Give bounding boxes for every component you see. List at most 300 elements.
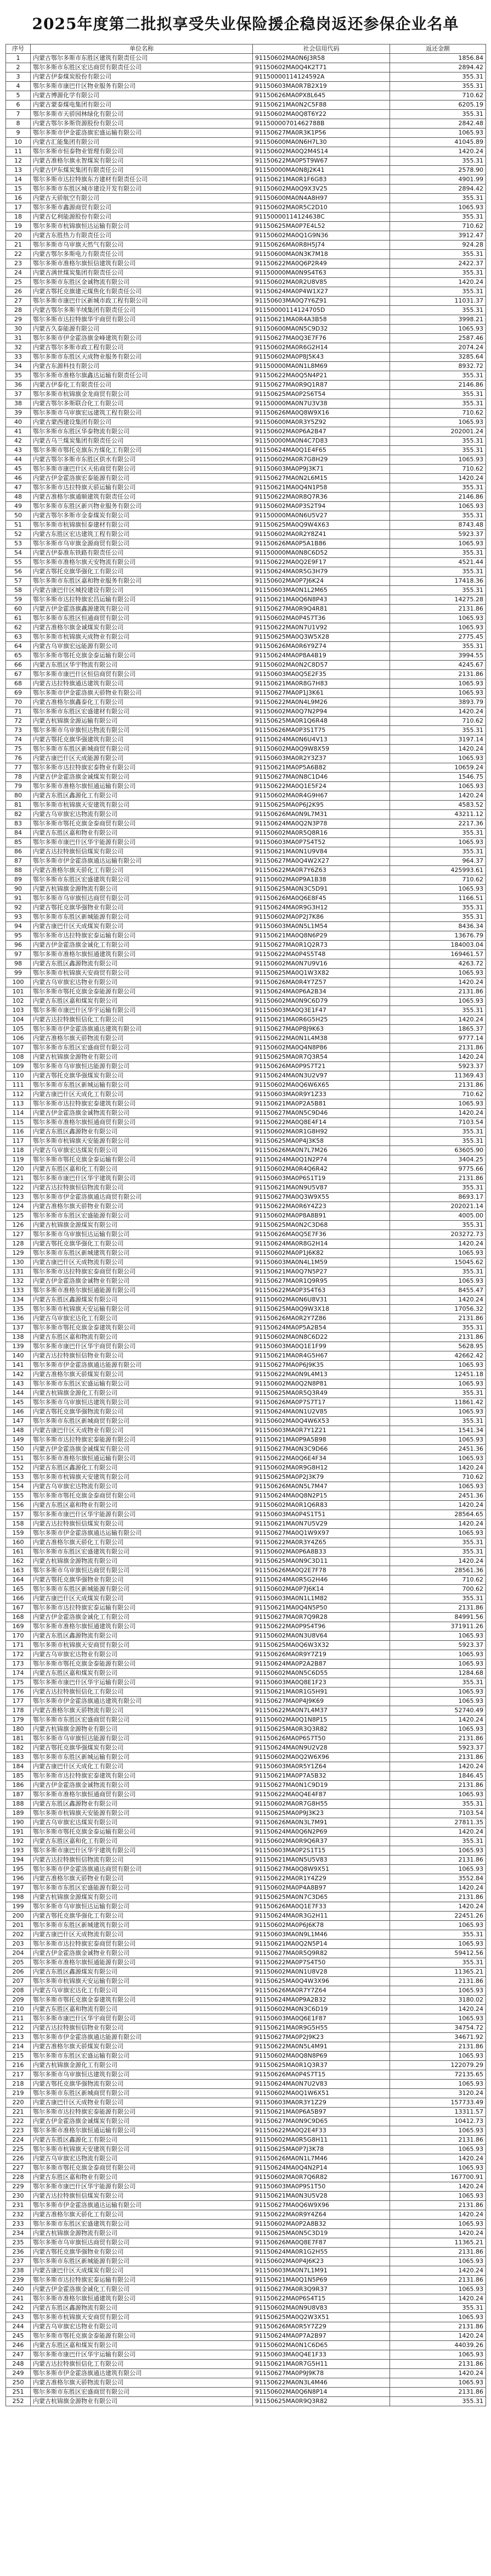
row-index: 98 xyxy=(6,959,31,969)
table-row xyxy=(6,1884,486,1893)
refund-amount: 1420.24 xyxy=(390,1828,486,1837)
row-index: 22 xyxy=(6,250,31,259)
refund-amount: 2131.86 xyxy=(390,1781,486,1790)
credit-code: 91150624MA0R5G3H79 xyxy=(253,567,390,577)
refund-amount: 3994.55 xyxy=(390,651,486,661)
company-name: 内蒙古达拉特旗恒信物业有限公司 xyxy=(31,2024,253,2033)
refund-amount: 11365.21 xyxy=(390,2238,486,2248)
table-row xyxy=(6,1361,486,1370)
row-index: 20 xyxy=(6,231,31,241)
row-index: 64 xyxy=(6,642,31,651)
table-row xyxy=(6,250,486,259)
row-index: 18 xyxy=(6,213,31,222)
row-index: 91 xyxy=(6,894,31,903)
table-row xyxy=(6,1081,486,1090)
refund-amount: 2131.86 xyxy=(390,2360,486,2369)
company-name: 鄂尔多斯市东胜区新兴物业服务有限公司 xyxy=(31,502,253,511)
company-name: 鄂尔多斯市东胜区华泰物流有限公司 xyxy=(31,427,253,437)
refund-amount: 1065.93 xyxy=(390,2145,486,2154)
row-index: 56 xyxy=(6,567,31,577)
table-row xyxy=(6,1529,486,1538)
refund-amount: 355.31 xyxy=(390,1678,486,1687)
row-index: 72 xyxy=(6,717,31,726)
table-row xyxy=(6,2070,486,2080)
credit-code: 91150627MA0R9Q4R81 xyxy=(253,605,390,614)
credit-code: 91150602MA0Q1N8P15 xyxy=(253,1716,390,1725)
refund-amount: 710.62 xyxy=(390,465,486,474)
row-index: 182 xyxy=(6,1744,31,1753)
credit-code: 91150602MA0Q9X3V25 xyxy=(253,185,390,194)
table-row xyxy=(6,278,486,287)
refund-amount: 2131.86 xyxy=(390,2248,486,2257)
refund-amount: 167700.91 xyxy=(390,2173,486,2182)
table-row xyxy=(6,978,486,987)
credit-code: 91150624MA0P6A2B34 xyxy=(253,987,390,997)
refund-amount: 355.31 xyxy=(390,549,486,558)
row-index: 11 xyxy=(6,147,31,157)
credit-code: 91150603MA0P4S1T51 xyxy=(253,1510,390,1519)
row-index: 132 xyxy=(6,1277,31,1286)
table-row xyxy=(6,1557,486,1566)
company-name: 内蒙古鄂托克旗华强物业有限公司 xyxy=(31,1575,253,1585)
row-index: 229 xyxy=(6,2182,31,2192)
row-index: 32 xyxy=(6,343,31,353)
refund-amount: 710.62 xyxy=(390,222,486,231)
refund-amount: 710.62 xyxy=(390,409,486,418)
table-row xyxy=(6,838,486,847)
credit-code: 91150603MA0Q4E1F33 xyxy=(253,2350,390,2360)
company-name: 内蒙古伊泰化工有限责任公司 xyxy=(31,381,253,390)
credit-code: 91150626MA0R7Y7Z64 xyxy=(253,1986,390,1996)
table-row xyxy=(6,1547,486,1557)
row-index: 90 xyxy=(6,885,31,894)
company-name: 内蒙古准格尔旗天骄化工有限公司 xyxy=(31,2210,253,2220)
row-index: 111 xyxy=(6,1081,31,1090)
company-name: 鄂尔多斯市东胜区宏盛商贸有限公司 xyxy=(31,1043,253,1053)
credit-code: 91150602MA0Q2W6X96 xyxy=(253,1753,390,1762)
refund-amount: 1420.24 xyxy=(390,791,486,801)
refund-amount: 355.31 xyxy=(390,72,486,82)
row-index: 108 xyxy=(6,1053,31,1062)
company-name: 内蒙古乌兰煤炭集团有限责任公司 xyxy=(31,437,253,446)
table-row xyxy=(6,502,486,511)
refund-amount: 355.31 xyxy=(390,1417,486,1426)
company-name: 鄂尔多斯市杭锦旗天安建筑有限公司 xyxy=(31,1473,253,1482)
credit-code: 91150626MA0Q8E7F87 xyxy=(253,2238,390,2248)
credit-code: 91150624MA0N3U2V97 xyxy=(253,1071,390,1081)
row-index: 238 xyxy=(6,2266,31,2276)
row-index: 133 xyxy=(6,1286,31,1295)
credit-code: 91150626MA0N1L7M46 xyxy=(253,2154,390,2164)
row-index: 55 xyxy=(6,558,31,567)
row-index: 121 xyxy=(6,1174,31,1183)
credit-code: 91150621MA0R4G5H67 xyxy=(253,1351,390,1361)
row-index: 200 xyxy=(6,1912,31,1921)
company-name: 内蒙古东胜区嘉和物流有限公司 xyxy=(31,2005,253,2014)
credit-code: 91150626MA0P7S7T17 xyxy=(253,1398,390,1407)
credit-code: 91150603MA0N1L1M82 xyxy=(253,1594,390,1603)
table-row xyxy=(6,185,486,194)
company-name: 内蒙古伊金霍洛旗金诚物业有限公司 xyxy=(31,1277,253,1286)
table-row xyxy=(6,530,486,539)
company-name: 内蒙古杭锦旗金源物流有限公司 xyxy=(31,1557,253,1566)
row-index: 88 xyxy=(6,866,31,875)
refund-amount: 710.62 xyxy=(390,91,486,100)
row-index: 226 xyxy=(6,2154,31,2164)
refund-amount: 2131.86 xyxy=(390,2322,486,2332)
credit-code: 91150621MA0P7A5B32 xyxy=(253,1772,390,1781)
table-row xyxy=(6,1603,486,1613)
credit-code: 91150602MA0P7J6K14 xyxy=(253,1585,390,1594)
row-index: 154 xyxy=(6,1482,31,1491)
company-name: 内蒙古康巴什区天成煤炭有限公司 xyxy=(31,1594,253,1603)
company-name: 内蒙古东胜区鑫源物业有限公司 xyxy=(31,1127,253,1137)
row-index: 69 xyxy=(6,689,31,698)
credit-code: 91150603MA0Q7Y6Z91 xyxy=(253,297,390,306)
table-row xyxy=(6,1445,486,1454)
refund-amount: 1420.24 xyxy=(390,1295,486,1305)
row-index: 187 xyxy=(6,1790,31,1800)
company-name: 鄂尔多斯市杭锦旗天安商贸有限公司 xyxy=(31,1641,253,1650)
row-index: 110 xyxy=(6,1071,31,1081)
refund-amount: 1065.93 xyxy=(390,539,486,549)
table-row xyxy=(6,810,486,819)
credit-code: 91150600MA0R3Y5Z92 xyxy=(253,418,390,427)
table-row xyxy=(6,1417,486,1426)
refund-amount: 1420.24 xyxy=(390,147,486,157)
table-row xyxy=(6,1659,486,1669)
table-row xyxy=(6,689,486,698)
credit-code: 91150624MA0P8A4B19 xyxy=(253,651,390,661)
table-row xyxy=(6,399,486,409)
refund-amount: 355.31 xyxy=(390,1137,486,1146)
row-index: 24 xyxy=(6,269,31,278)
refund-amount: 1065.93 xyxy=(390,1482,486,1491)
refund-amount: 5923.37 xyxy=(390,1062,486,1071)
table-body xyxy=(6,54,486,2406)
table-row xyxy=(6,157,486,166)
table-row xyxy=(6,1155,486,1165)
refund-amount: 1065.93 xyxy=(390,203,486,213)
refund-amount: 355.31 xyxy=(390,913,486,922)
table-row xyxy=(6,362,486,371)
refund-amount: 2131.86 xyxy=(390,1856,486,1865)
refund-amount: 1065.93 xyxy=(390,502,486,511)
row-index: 244 xyxy=(6,2322,31,2332)
refund-amount: 5628.95 xyxy=(390,1342,486,1351)
table-row xyxy=(6,726,486,735)
refund-amount: 1420.24 xyxy=(390,474,486,483)
row-index: 222 xyxy=(6,2117,31,2126)
refund-amount: 2894.42 xyxy=(390,185,486,194)
row-index: 191 xyxy=(6,1828,31,1837)
credit-code: 91150627MA0R1Q2R73 xyxy=(253,941,390,950)
credit-code: 91150602MA0R9Q6R37 xyxy=(253,1837,390,1846)
table-row xyxy=(6,1809,486,1818)
table-row xyxy=(6,735,486,745)
credit-code: 91150624MA0Q6N2P69 xyxy=(253,1828,390,1837)
company-name: 内蒙古准格尔旗永智煤炭有限公司 xyxy=(31,157,253,166)
refund-amount: 1420.24 xyxy=(390,2229,486,2238)
table-row xyxy=(6,1193,486,1202)
row-index: 136 xyxy=(6,1314,31,1323)
table-row xyxy=(6,2005,486,2014)
row-index: 81 xyxy=(6,801,31,810)
company-name: 鄂尔多斯市东胜区宏盛能源有限公司 xyxy=(31,1211,253,1221)
refund-amount: 355.31 xyxy=(390,390,486,399)
credit-code: 91150627MA0N9C9D65 xyxy=(253,2117,390,2126)
company-name: 内蒙古鄂托克旗华强化工有限公司 xyxy=(31,1239,253,1249)
refund-amount: 1420.24 xyxy=(390,1884,486,1893)
company-name: 鄂尔多斯市鄂托克旗金泰建筑有限公司 xyxy=(31,1996,253,2005)
row-index: 218 xyxy=(6,2080,31,2089)
table-row xyxy=(6,427,486,437)
refund-amount: 355.31 xyxy=(390,1930,486,1940)
table-row xyxy=(6,1295,486,1305)
table-row xyxy=(6,2276,486,2285)
table-row xyxy=(6,2089,486,2098)
refund-amount: 2451.36 xyxy=(390,1491,486,1501)
company-name: 鄂尔多斯市康巴什区华宇商贸有限公司 xyxy=(31,2014,253,2024)
company-name: 内蒙古鄂托克旗华强物流有限公司 xyxy=(31,2080,253,2089)
company-name: 鄂尔多斯市达拉特旗东方建材有限责任公司 xyxy=(31,175,253,185)
company-name: 鄂尔多斯市准格尔旗恒通建筑有限公司 xyxy=(31,950,253,959)
row-index: 44 xyxy=(6,455,31,465)
table-row xyxy=(6,1109,486,1118)
refund-amount: 710.62 xyxy=(390,1575,486,1585)
table-row xyxy=(6,614,486,623)
row-index: 164 xyxy=(6,1575,31,1585)
table-row xyxy=(6,717,486,726)
company-name: 内蒙古伊金霍洛旗金诚化工有限公司 xyxy=(31,941,253,950)
company-name: 内蒙古鄂托克旗华强物流有限公司 xyxy=(31,1407,253,1417)
table-row xyxy=(6,642,486,651)
table-row xyxy=(6,1902,486,1912)
row-index: 197 xyxy=(6,1884,31,1893)
credit-code: 91150602MA0P2J7K86 xyxy=(253,913,390,922)
credit-code: 91150622MA0Q1E5F24 xyxy=(253,782,390,791)
row-index: 60 xyxy=(6,605,31,614)
credit-code: 91150621MA0P5A6B82 xyxy=(253,763,390,773)
credit-code: 91150602MA0Q9W8X59 xyxy=(253,745,390,754)
refund-amount: 1420.24 xyxy=(390,1762,486,1772)
row-index: 47 xyxy=(6,483,31,493)
company-name: 鄂尔多斯市东胜区新城运输有限公司 xyxy=(31,1753,253,1762)
refund-amount: 2131.86 xyxy=(390,605,486,614)
refund-amount: 1065.93 xyxy=(390,2192,486,2201)
refund-amount: 2131.86 xyxy=(390,2388,486,2397)
company-name: 鄂尔多斯市鄂托克旗金泰商贸有限公司 xyxy=(31,1491,253,1501)
credit-code: 91150621MA0Q8N6P29 xyxy=(253,931,390,941)
row-index: 35 xyxy=(6,371,31,381)
refund-amount: 1065.93 xyxy=(390,969,486,978)
table-row xyxy=(6,894,486,903)
table-row xyxy=(6,119,486,128)
table-row xyxy=(6,1669,486,1678)
company-name: 内蒙古鄂托克旗华强物业有限公司 xyxy=(31,2248,253,2257)
row-index: 103 xyxy=(6,1006,31,1015)
table-row xyxy=(6,1389,486,1398)
company-name: 鄂尔多斯市东胜区新城能源有限公司 xyxy=(31,2257,253,2266)
row-index: 19 xyxy=(6,222,31,231)
row-index: 227 xyxy=(6,2164,31,2173)
credit-code: 91150625MA0P7J3K78 xyxy=(253,2145,390,2154)
row-index: 203 xyxy=(6,1940,31,1949)
row-index: 166 xyxy=(6,1594,31,1603)
table-row xyxy=(6,493,486,502)
row-index: 149 xyxy=(6,1435,31,1445)
company-name: 鄂尔多斯市准格尔旗鑫达运输有限责任公司 xyxy=(31,371,253,381)
row-index: 208 xyxy=(6,1986,31,1996)
credit-code: 91150603MA0Q6E1F87 xyxy=(253,2014,390,2024)
table-row xyxy=(6,166,486,175)
company-name: 内蒙古达拉特旗恒信物流有限公司 xyxy=(31,1183,253,1193)
credit-code: 91150625MA0Q2W3X51 xyxy=(253,2313,390,2322)
credit-code: 91150621MA0R6G5H25 xyxy=(253,1015,390,1025)
company-name: 内蒙古乌审旗宏达煤炭有限公司 xyxy=(31,1146,253,1155)
refund-amount: 28561.36 xyxy=(390,1566,486,1575)
credit-code: 91150603MA0P9J3K71 xyxy=(253,465,390,474)
credit-code: 91150626MA0R6Y9Z74 xyxy=(253,642,390,651)
table-row xyxy=(6,91,486,100)
company-name: 内蒙古东胜区宏达建筑工程有限公司 xyxy=(31,530,253,539)
company-name: 鄂尔多斯市伊金霍洛旗通达建筑有限公司 xyxy=(31,2369,253,2378)
company-name: 鄂尔多斯市乌审旗恒达商贸有限公司 xyxy=(31,1566,253,1575)
table-row xyxy=(6,1837,486,1846)
credit-code: 91150627MA0P6J9K35 xyxy=(253,1361,390,1370)
credit-code: 91150600MA0N5C9D32 xyxy=(253,325,390,334)
row-index: 41 xyxy=(6,427,31,437)
credit-code: 91150621MA0P6A5B97 xyxy=(253,2108,390,2117)
credit-code: 91150622MA0N7L4M37 xyxy=(253,1706,390,1716)
header-index: 序号 xyxy=(6,44,31,54)
credit-code: 91150622MA0N4L9M26 xyxy=(253,698,390,707)
credit-code: 91150624MA0R1G2H55 xyxy=(253,2248,390,2257)
credit-code: 91150622MA0R3Y4Z65 xyxy=(253,1538,390,1547)
company-name: 鄂尔多斯市杭锦旗天安能源有限公司 xyxy=(31,1137,253,1146)
refund-amount: 1420.24 xyxy=(390,2210,486,2220)
row-index: 40 xyxy=(6,418,31,427)
company-name: 鄂尔多斯市乌审旗恒达能源有限公司 xyxy=(31,1062,253,1071)
table-row xyxy=(6,2229,486,2238)
table-row xyxy=(6,987,486,997)
table-row xyxy=(6,2192,486,2201)
credit-code: 91150603MA0P2S1T15 xyxy=(253,1846,390,1856)
company-name: 内蒙古鄂托克旗华强煤炭有限公司 xyxy=(31,1071,253,1081)
company-name: 鄂尔多斯市鄂托克旗金泰能源有限公司 xyxy=(31,1659,253,1669)
credit-code: 91150602MA0Q6N8P14 xyxy=(253,2388,390,2397)
refund-amount: 355.31 xyxy=(390,1538,486,1547)
credit-code: 91150626MA0Q2E7F78 xyxy=(253,1566,390,1575)
company-name: 鄂尔多斯市乌审旗恒达建筑有限公司 xyxy=(31,1398,253,1407)
company-name: 鄂尔多斯市康巴什区天佑商贸有限公司 xyxy=(31,465,253,474)
table-row xyxy=(6,801,486,810)
credit-code: 91150625MA0R3Q3R82 xyxy=(253,1725,390,1734)
company-name: 鄂尔多斯市东胜区宏盛建筑有限公司 xyxy=(31,2220,253,2229)
row-index: 43 xyxy=(6,446,31,455)
company-name: 鄂尔多斯市东胜区新城商贸有限公司 xyxy=(31,1417,253,1426)
credit-code: 91150625MA0Q3W5X28 xyxy=(253,633,390,642)
credit-code: 91150624MA0R3G2H11 xyxy=(253,1912,390,1921)
refund-amount: 2131.86 xyxy=(390,1734,486,1744)
table-row xyxy=(6,1342,486,1351)
refund-amount: 2146.86 xyxy=(390,381,486,390)
company-name: 鄂尔多斯市鄂托克旗金泰能源有限公司 xyxy=(31,2332,253,2341)
company-name: 鄂尔多斯市乌审旗恒达物流有限公司 xyxy=(31,726,253,735)
company-name: 鄂尔多斯市杭锦旗天安运输有限公司 xyxy=(31,1305,253,1314)
credit-code: 91150622MA0R7Y6Z63 xyxy=(253,866,390,875)
credit-code: 91150626MA0Q1E7F33 xyxy=(253,1902,390,1912)
company-name: 内蒙古伊泰准东铁路有限责任公司 xyxy=(31,549,253,558)
row-index: 152 xyxy=(6,1463,31,1473)
table-row xyxy=(6,1968,486,1977)
table-row xyxy=(6,418,486,427)
row-index: 62 xyxy=(6,623,31,633)
row-index: 167 xyxy=(6,1603,31,1613)
row-index: 46 xyxy=(6,474,31,483)
table-row xyxy=(6,203,486,213)
table-row xyxy=(6,1370,486,1379)
company-name: 鄂尔多斯市东胜区金诚物流有限公司 xyxy=(31,278,253,287)
credit-code: 91150602MA0R1Q6R83 xyxy=(253,1501,390,1510)
row-index: 233 xyxy=(6,2220,31,2229)
credit-code: 91150627MA0R5Q9R82 xyxy=(253,1949,390,1958)
refund-amount: 1420.24 xyxy=(390,1557,486,1566)
row-index: 243 xyxy=(6,2313,31,2322)
table-row xyxy=(6,1333,486,1342)
company-name: 内蒙古东胜区嘉和煤炭有限公司 xyxy=(31,2341,253,2350)
table-row xyxy=(6,1034,486,1043)
refund-amount: 355.31 xyxy=(390,1323,486,1333)
credit-code: 91150602MA0P8A8B91 xyxy=(253,1211,390,1221)
credit-code: 91150622MA0N1L4M38 xyxy=(253,1034,390,1043)
table-row xyxy=(6,2210,486,2220)
table-row xyxy=(6,465,486,474)
refund-amount: 355.31 xyxy=(390,726,486,735)
refund-amount: 1065.93 xyxy=(390,997,486,1006)
refund-amount: 1065.93 xyxy=(390,754,486,763)
table-row xyxy=(6,128,486,138)
credit-code: 91150625MA0P9J3K23 xyxy=(253,1809,390,1818)
refund-amount: 8436.34 xyxy=(390,922,486,931)
refund-amount: 1065.93 xyxy=(390,1529,486,1538)
row-index: 204 xyxy=(6,1949,31,1958)
company-name: 内蒙古鄂尔多斯市金泰煤炭有限公司 xyxy=(31,511,253,521)
refund-amount: 1284.68 xyxy=(390,1669,486,1678)
table-row xyxy=(6,2126,486,2136)
row-index: 1 xyxy=(6,54,31,63)
table-row xyxy=(6,1146,486,1155)
refund-amount: 355.31 xyxy=(390,250,486,259)
table-row xyxy=(6,455,486,465)
credit-code: 91150602MA0Q1W6X51 xyxy=(253,2089,390,2098)
refund-amount: 1065.93 xyxy=(390,2285,486,2294)
row-index: 87 xyxy=(6,857,31,866)
credit-code: 91150627MA0Q3E7F76 xyxy=(253,334,390,343)
refund-amount: 28564.65 xyxy=(390,1510,486,1519)
refund-amount: 8932.72 xyxy=(390,362,486,371)
row-index: 17 xyxy=(6,203,31,213)
refund-amount: 1065.93 xyxy=(390,2220,486,2229)
refund-amount: 184003.04 xyxy=(390,941,486,950)
credit-code: 91150622MA0Q6P2R49 xyxy=(253,259,390,269)
row-index: 213 xyxy=(6,2033,31,2042)
company-name: 内蒙古东胜热力有限责任公司 xyxy=(31,231,253,241)
row-index: 95 xyxy=(6,931,31,941)
credit-code: 91150602MA0N8C6D22 xyxy=(253,1333,390,1342)
credit-code: 91150622MA0Q4E4F87 xyxy=(253,1790,390,1800)
company-name: 鄂尔多斯市康巴什区华宇能源有限公司 xyxy=(31,2182,253,2192)
